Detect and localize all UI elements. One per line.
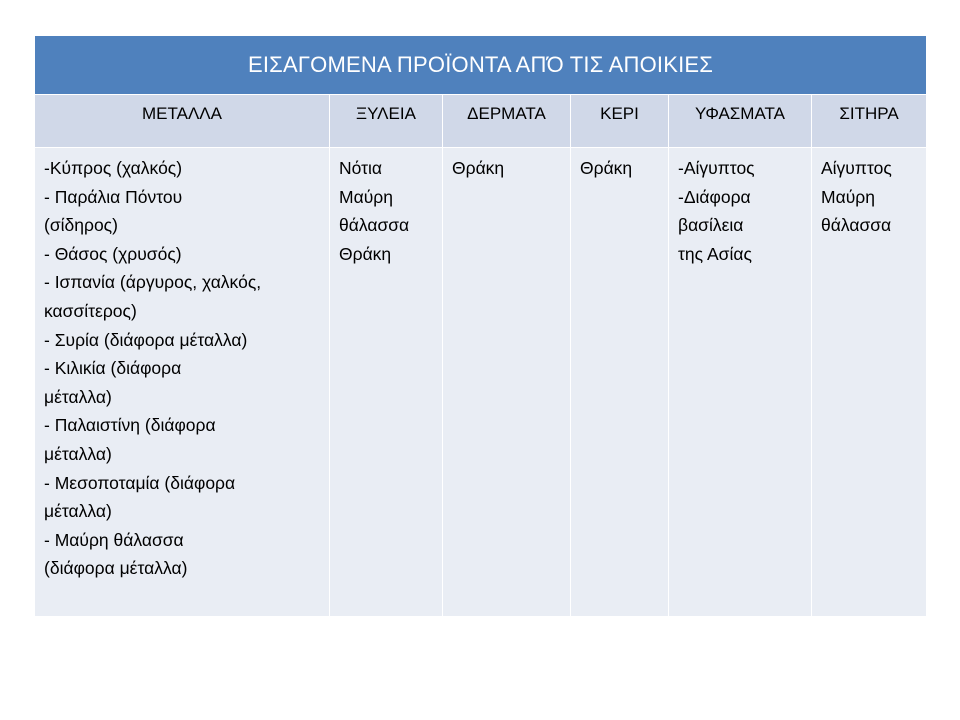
cell-line: - Κιλικία (διάφορα: [44, 358, 182, 379]
title-row: [35, 36, 927, 95]
cell-line: -Διάφορα: [678, 186, 751, 207]
cell-line: θάλασσα: [339, 215, 410, 236]
cell-grain: [812, 148, 927, 617]
cell-line: - Ισπανία (άργυρος, χαλκός,: [44, 272, 262, 293]
cell-line: της Ασίας: [678, 243, 752, 264]
cell-line: μέταλλα): [44, 443, 112, 464]
cell-line: Νότια: [339, 158, 383, 178]
cell-line: -Κύπρος (χαλκός): [44, 158, 183, 178]
products-table: [34, 35, 927, 617]
cell-line: Θράκη: [452, 158, 505, 178]
column-header-timber: ΞΥΛΕΙΑ: [330, 95, 443, 148]
cell-line: μέταλλα): [44, 501, 112, 522]
column-header-grain: ΣΙΤΗΡΑ: [812, 95, 927, 148]
cell-line: Μαύρη: [339, 186, 393, 207]
cell-line: θάλασσα: [821, 215, 892, 236]
cell-line: - Παλαιστίνη (διάφορα: [44, 415, 216, 436]
content-row: [35, 148, 927, 617]
cell-hides: [443, 148, 571, 617]
cell-line: (σίδηρος): [44, 215, 118, 236]
cell-line: Μαύρη: [821, 186, 875, 207]
cell-line: - Παράλια Πόντου: [44, 186, 183, 207]
cell-line: - Συρία (διάφορα μέταλλα): [44, 329, 248, 350]
table-title: ΕΙΣΑΓΟΜΕΝΑ ΠΡΟΪΟΝΤΑ ΑΠΌ ΤΙΣ ΑΠΟΙΚΙΕΣ: [35, 36, 927, 95]
cell-textiles: [669, 148, 812, 617]
cell-line: Θράκη: [339, 243, 392, 264]
cell-line: - Θάσος (χρυσός): [44, 243, 182, 264]
cell-line: κασσίτερος): [44, 300, 137, 321]
header-row: [35, 95, 927, 148]
cell-line: μέταλλα): [44, 386, 112, 407]
column-header-metals: ΜΕΤΑΛΛΑ: [35, 95, 330, 148]
cell-wax: [571, 148, 669, 617]
cell-line: - Μαύρη θάλασσα: [44, 529, 184, 550]
column-header-wax: ΚΕΡΙ: [571, 95, 669, 148]
cell-timber: [330, 148, 443, 617]
column-header-hides: ΔΕΡΜΑΤΑ: [443, 95, 571, 148]
cell-line: (διάφορα μέταλλα): [44, 558, 188, 579]
cell-metals: [35, 148, 330, 617]
cell-line: Θράκη: [580, 158, 633, 178]
cell-line: - Μεσοποταμία (διάφορα: [44, 472, 236, 493]
column-header-textiles: ΥΦΑΣΜΑΤΑ: [669, 95, 812, 148]
cell-line: -Αίγυπτος: [678, 158, 755, 178]
cell-line: βασίλεια: [678, 215, 744, 236]
cell-line: Αίγυπτος: [821, 158, 892, 178]
